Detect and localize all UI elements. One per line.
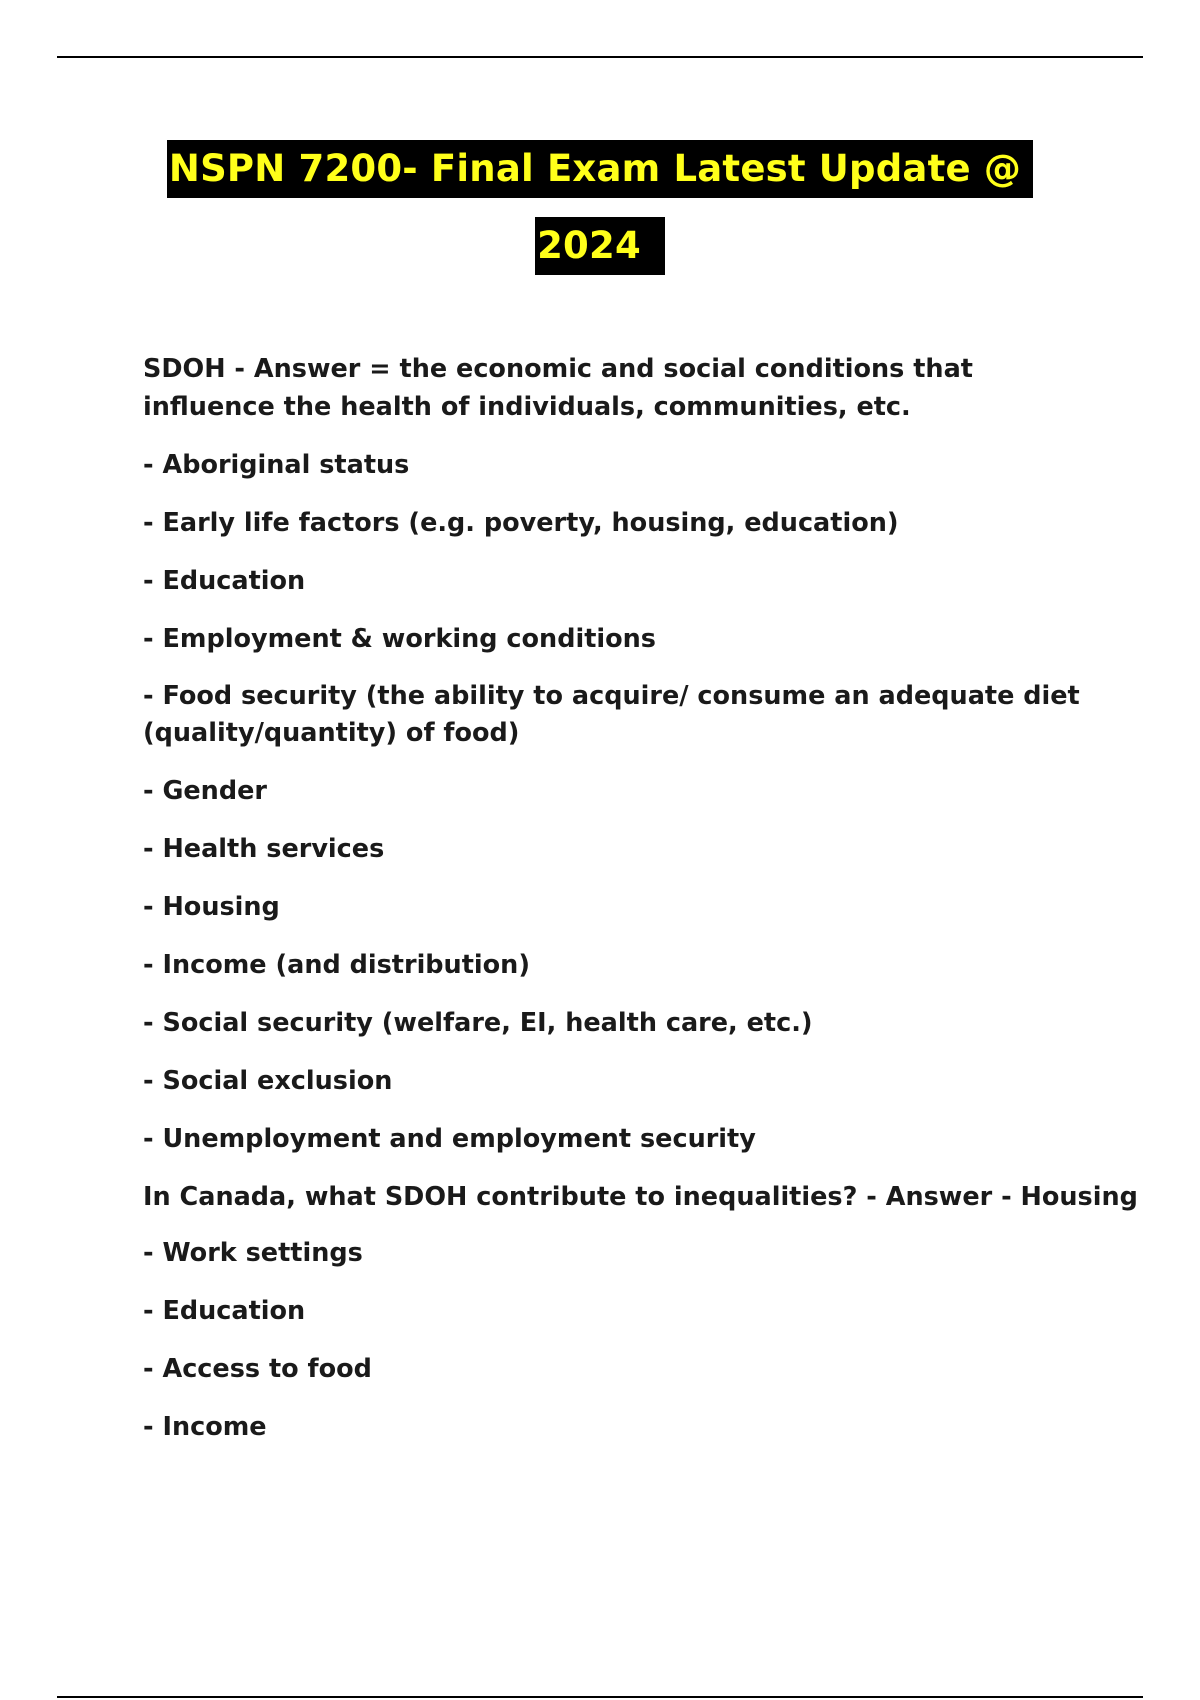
list-item: - Aboriginal status: [143, 450, 410, 480]
list-item: - Education: [143, 566, 306, 596]
question-canada-inequalities: In Canada, what SDOH contribute to inequalities? - Answer - Housing: [143, 1182, 1138, 1212]
list-item: - Social security (welfare, EI, health care, etc.): [143, 1008, 813, 1038]
top-divider: [57, 56, 1143, 58]
list-item: - Access to food: [143, 1354, 372, 1384]
list-item: - Gender: [143, 776, 267, 806]
list-item: - Food security (the ability to acquire/ consume an adequate diet (quality/quantity) of food): [143, 681, 1080, 748]
list-item: - Income (and distribution): [143, 950, 530, 980]
list-item: - Housing: [143, 892, 280, 922]
bottom-divider: [57, 1696, 1143, 1698]
list-item: - Employment & working conditions: [143, 624, 656, 654]
title-line-2: 2024: [535, 217, 665, 275]
question-sdoh: SDOH - Answer = the economic and social conditions that influence the health of individuals, communities, etc.: [143, 354, 973, 422]
document-title: [0, 140, 1200, 286]
list-item: - Education: [143, 1296, 306, 1326]
list-item: - Social exclusion: [143, 1066, 393, 1096]
document-body: [143, 350, 1138, 1466]
list-item: - Early life factors (e.g. poverty, housing, education): [143, 508, 899, 538]
list-item: - Health services: [143, 834, 385, 864]
list-item: - Work settings: [143, 1238, 363, 1268]
title-line-1: NSPN 7200- Final Exam Latest Update @: [167, 140, 1033, 198]
inequalities-list: [143, 1234, 1103, 1466]
list-item: - Income: [143, 1412, 267, 1442]
sdoh-list: [143, 446, 1103, 1178]
list-item: - Unemployment and employment security: [143, 1124, 756, 1154]
